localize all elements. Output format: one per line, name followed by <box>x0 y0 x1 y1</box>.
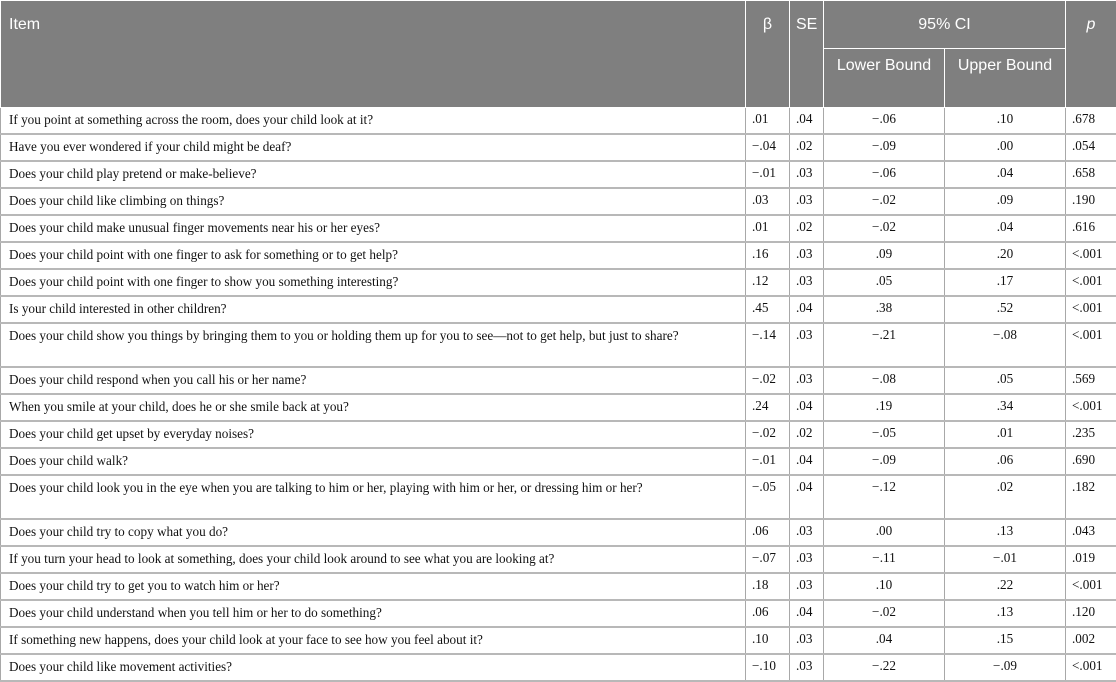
cell-se: .04 <box>790 108 824 135</box>
cell-beta: .16 <box>746 242 790 269</box>
table-row <box>1 519 1116 546</box>
table-row <box>1 654 1116 681</box>
cell-beta: −.01 <box>746 161 790 188</box>
cell-lower-bound: .10 <box>824 573 945 600</box>
cell-upper-bound: .02 <box>945 475 1066 519</box>
table-body <box>1 108 1116 682</box>
cell-se: .02 <box>790 421 824 448</box>
cell-se: .03 <box>790 188 824 215</box>
cell-p: .235 <box>1066 421 1116 448</box>
cell-item: If you turn your head to look at something, does your child look around to see what you are looking at? <box>1 546 746 573</box>
table-row <box>1 367 1116 394</box>
cell-item: Does your child make unusual finger movements near his or her eyes? <box>1 215 746 242</box>
cell-upper-bound: −.01 <box>945 546 1066 573</box>
cell-item: Does your child get upset by everyday noises? <box>1 421 746 448</box>
cell-p: <.001 <box>1066 573 1116 600</box>
table-row <box>1 421 1116 448</box>
cell-item: Does your child respond when you call his or her name? <box>1 367 746 394</box>
cell-lower-bound: .38 <box>824 296 945 323</box>
cell-beta: .06 <box>746 600 790 627</box>
table-row <box>1 627 1116 654</box>
cell-se: .03 <box>790 161 824 188</box>
cell-p: .182 <box>1066 475 1116 519</box>
cell-upper-bound: −.09 <box>945 654 1066 681</box>
cell-upper-bound: .13 <box>945 519 1066 546</box>
cell-p: .043 <box>1066 519 1116 546</box>
cell-se: .04 <box>790 394 824 421</box>
cell-upper-bound: .00 <box>945 134 1066 161</box>
header-p: p <box>1066 1 1116 108</box>
table-row <box>1 475 1116 519</box>
cell-lower-bound: −.11 <box>824 546 945 573</box>
cell-lower-bound: .05 <box>824 269 945 296</box>
cell-upper-bound: .06 <box>945 448 1066 475</box>
cell-item: When you smile at your child, does he or she smile back at you? <box>1 394 746 421</box>
cell-beta: .24 <box>746 394 790 421</box>
cell-beta: .01 <box>746 108 790 135</box>
cell-lower-bound: .19 <box>824 394 945 421</box>
cell-se: .04 <box>790 448 824 475</box>
cell-beta: −.07 <box>746 546 790 573</box>
table-row <box>1 108 1116 135</box>
cell-p: .678 <box>1066 108 1116 135</box>
cell-se: .04 <box>790 475 824 519</box>
cell-p: .002 <box>1066 627 1116 654</box>
table-row <box>1 188 1116 215</box>
cell-item: Does your child like movement activities? <box>1 654 746 681</box>
cell-item: Have you ever wondered if your child might be deaf? <box>1 134 746 161</box>
cell-p: .019 <box>1066 546 1116 573</box>
cell-item: Does your child show you things by bringing them to you or holding them up for you to see—not to get help, but just to share? <box>1 323 746 367</box>
cell-lower-bound: −.02 <box>824 600 945 627</box>
cell-se: .03 <box>790 519 824 546</box>
cell-p: .120 <box>1066 600 1116 627</box>
cell-item: Does your child point with one finger to show you something interesting? <box>1 269 746 296</box>
header-beta: β <box>746 1 790 108</box>
table-row <box>1 394 1116 421</box>
cell-beta: .12 <box>746 269 790 296</box>
cell-beta: .45 <box>746 296 790 323</box>
header-ci: 95% CI <box>824 1 1066 49</box>
cell-beta: −.05 <box>746 475 790 519</box>
cell-item: Does your child walk? <box>1 448 746 475</box>
cell-beta: −.04 <box>746 134 790 161</box>
cell-se: .03 <box>790 269 824 296</box>
cell-p: <.001 <box>1066 394 1116 421</box>
cell-upper-bound: .05 <box>945 367 1066 394</box>
table-row <box>1 600 1116 627</box>
cell-se: .03 <box>790 367 824 394</box>
cell-beta: −.01 <box>746 448 790 475</box>
cell-item: Does your child try to get you to watch him or her? <box>1 573 746 600</box>
cell-lower-bound: −.05 <box>824 421 945 448</box>
cell-upper-bound: .13 <box>945 600 1066 627</box>
cell-lower-bound: −.21 <box>824 323 945 367</box>
cell-lower-bound: −.02 <box>824 215 945 242</box>
cell-se: .03 <box>790 654 824 681</box>
cell-upper-bound: .09 <box>945 188 1066 215</box>
cell-p: <.001 <box>1066 269 1116 296</box>
cell-se: .04 <box>790 600 824 627</box>
cell-lower-bound: −.06 <box>824 161 945 188</box>
cell-beta: .01 <box>746 215 790 242</box>
cell-upper-bound: .52 <box>945 296 1066 323</box>
table-row <box>1 296 1116 323</box>
table-row <box>1 242 1116 269</box>
cell-upper-bound: .04 <box>945 215 1066 242</box>
cell-beta: .06 <box>746 519 790 546</box>
cell-p: <.001 <box>1066 242 1116 269</box>
table-header <box>1 1 1116 108</box>
cell-lower-bound: −.08 <box>824 367 945 394</box>
table-row <box>1 573 1116 600</box>
cell-p: <.001 <box>1066 323 1116 367</box>
cell-p: <.001 <box>1066 296 1116 323</box>
cell-p: .616 <box>1066 215 1116 242</box>
cell-item: Does your child like climbing on things? <box>1 188 746 215</box>
cell-upper-bound: .22 <box>945 573 1066 600</box>
cell-upper-bound: .17 <box>945 269 1066 296</box>
cell-lower-bound: −.22 <box>824 654 945 681</box>
cell-lower-bound: −.09 <box>824 448 945 475</box>
cell-upper-bound: .10 <box>945 108 1066 135</box>
cell-item: Does your child play pretend or make-believe? <box>1 161 746 188</box>
cell-upper-bound: −.08 <box>945 323 1066 367</box>
cell-se: .02 <box>790 134 824 161</box>
cell-lower-bound: .04 <box>824 627 945 654</box>
cell-p: .054 <box>1066 134 1116 161</box>
table-row <box>1 215 1116 242</box>
cell-item: Does your child try to copy what you do? <box>1 519 746 546</box>
cell-item: Does your child point with one finger to ask for something or to get help? <box>1 242 746 269</box>
cell-lower-bound: −.02 <box>824 188 945 215</box>
cell-beta: .03 <box>746 188 790 215</box>
cell-se: .03 <box>790 573 824 600</box>
cell-beta: −.14 <box>746 323 790 367</box>
cell-item: Does your child understand when you tell him or her to do something? <box>1 600 746 627</box>
cell-beta: −.02 <box>746 421 790 448</box>
cell-upper-bound: .04 <box>945 161 1066 188</box>
cell-upper-bound: .01 <box>945 421 1066 448</box>
header-upper-bound: Upper Bound <box>945 49 1066 108</box>
cell-se: .03 <box>790 242 824 269</box>
cell-p: .658 <box>1066 161 1116 188</box>
cell-p: .569 <box>1066 367 1116 394</box>
cell-upper-bound: .20 <box>945 242 1066 269</box>
cell-se: .04 <box>790 296 824 323</box>
table-row <box>1 161 1116 188</box>
table-row <box>1 546 1116 573</box>
table-row <box>1 323 1116 367</box>
table-row <box>1 134 1116 161</box>
cell-beta: .18 <box>746 573 790 600</box>
cell-beta: .10 <box>746 627 790 654</box>
cell-lower-bound: .00 <box>824 519 945 546</box>
cell-item: If something new happens, does your child look at your face to see how you feel about it? <box>1 627 746 654</box>
cell-upper-bound: .34 <box>945 394 1066 421</box>
table-row <box>1 448 1116 475</box>
header-lower-bound: Lower Bound <box>824 49 945 108</box>
cell-upper-bound: .15 <box>945 627 1066 654</box>
cell-item: If you point at something across the room, does your child look at it? <box>1 108 746 135</box>
cell-lower-bound: −.06 <box>824 108 945 135</box>
cell-lower-bound: .09 <box>824 242 945 269</box>
cell-p: .190 <box>1066 188 1116 215</box>
cell-beta: −.02 <box>746 367 790 394</box>
cell-lower-bound: −.09 <box>824 134 945 161</box>
cell-item: Does your child look you in the eye when you are talking to him or her, playing with him or her, or dressing him or her? <box>1 475 746 519</box>
cell-se: .03 <box>790 627 824 654</box>
header-se: SE <box>790 1 824 108</box>
cell-lower-bound: −.12 <box>824 475 945 519</box>
cell-item: Is your child interested in other children? <box>1 296 746 323</box>
cell-se: .03 <box>790 323 824 367</box>
header-item: Item <box>1 1 746 108</box>
cell-se: .02 <box>790 215 824 242</box>
cell-beta: −.10 <box>746 654 790 681</box>
cell-se: .03 <box>790 546 824 573</box>
cell-p: .690 <box>1066 448 1116 475</box>
cell-p: <.001 <box>1066 654 1116 681</box>
table-row <box>1 269 1116 296</box>
